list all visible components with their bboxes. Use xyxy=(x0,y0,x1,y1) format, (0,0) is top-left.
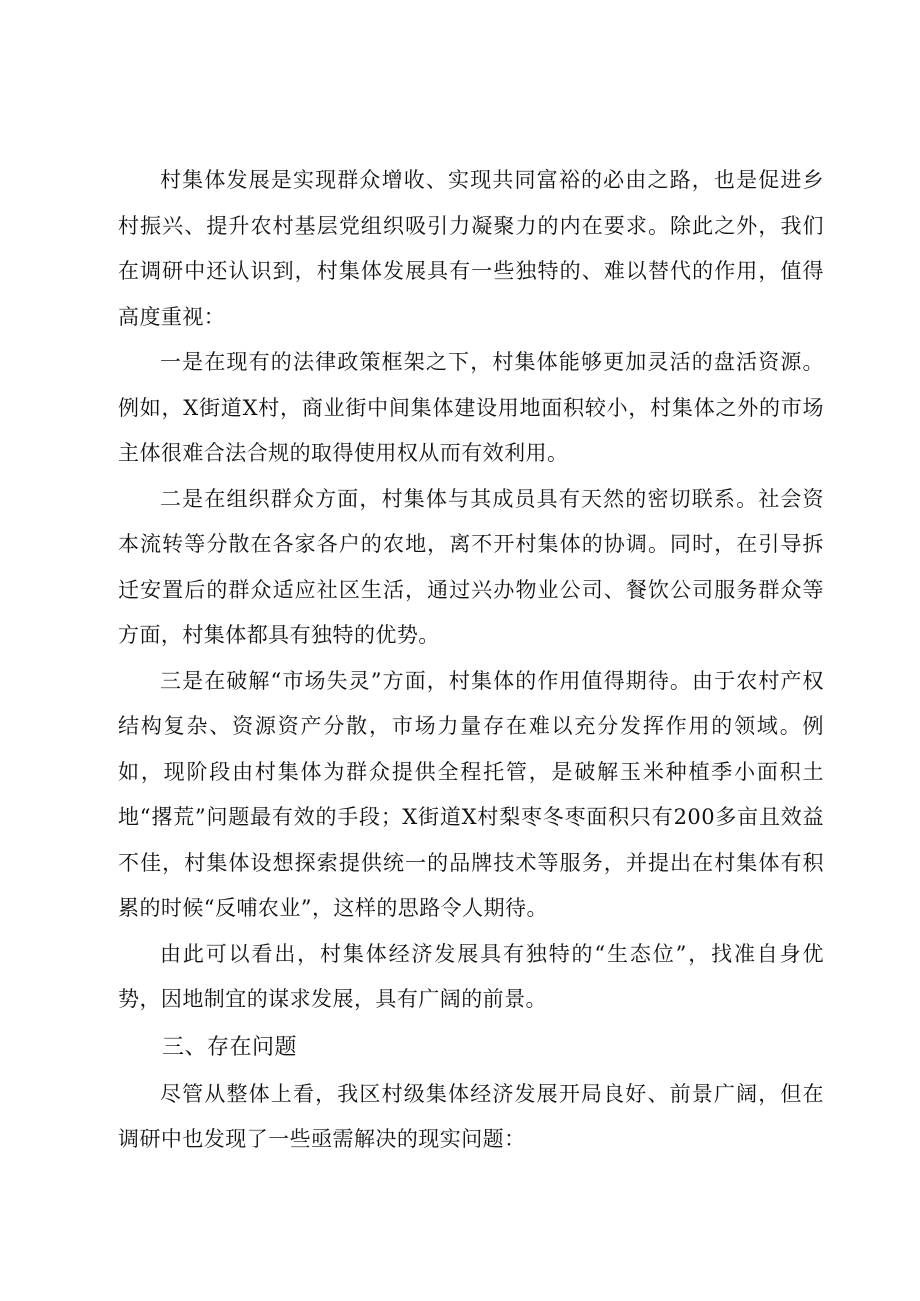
paragraph-point-three: 三是在破解“市场失灵”方面，村集体的作用值得期待。由于农村产权结构复杂、资源资产分散，市场力量存在难以充分发挥作用的领域。例如，现阶段由村集体为群众提供全程托管，是破解玉米种植季小面积土地“撂荒”问题最有效的手段；X街道X村梨枣冬枣面积只有200多亩且效益不佳，村集体设想探索提供统一的品牌技术等服务，并提出在村集体有积累的时候“反哺农业”，这样的思路令人期待。 xyxy=(118,668,824,920)
paragraph-conclusion: 由此可以看出，村集体经济发展具有独特的“生态位”，找准自身优势，因地制宜的谋求发展，具有广阔的前景。 xyxy=(118,941,824,1011)
section-heading: 三、存在问题 xyxy=(162,1034,298,1060)
paragraph-problems-intro: 尽管从整体上看，我区村级集体经济发展开局良好、前景广阔，但在调研中也发现了一些亟需解决的现实问题： xyxy=(118,1081,824,1151)
paragraph-intro: 村集体发展是实现群众增收、实现共同富裕的必由之路，也是促进乡村振兴、提升农村基层党组织吸引力凝聚力的内在要求。除此之外，我们在调研中还认识到，村集体发展具有一些独特的、难以替代的作用，值得高度重视： xyxy=(118,168,824,329)
document-body xyxy=(118,158,824,1163)
paragraph-point-two: 二是在组织群众方面，村集体与其成员具有天然的密切联系。社会资本流转等分散在各家各户的农地，离不开村集体的协调。同时，在引导拆迁安置后的群众适应社区生活，通过兴办物业公司、餐饮公司服务群众等方面，村集体都具有独特的优势。 xyxy=(118,486,824,647)
paragraph-point-one: 一是在现有的法律政策框架之下，村集体能够更加灵活的盘活资源。例如，X街道X村，商业街中间集体建设用地面积较小，村集体之外的市场主体很难合法合规的取得使用权从而有效利用。 xyxy=(118,350,824,465)
